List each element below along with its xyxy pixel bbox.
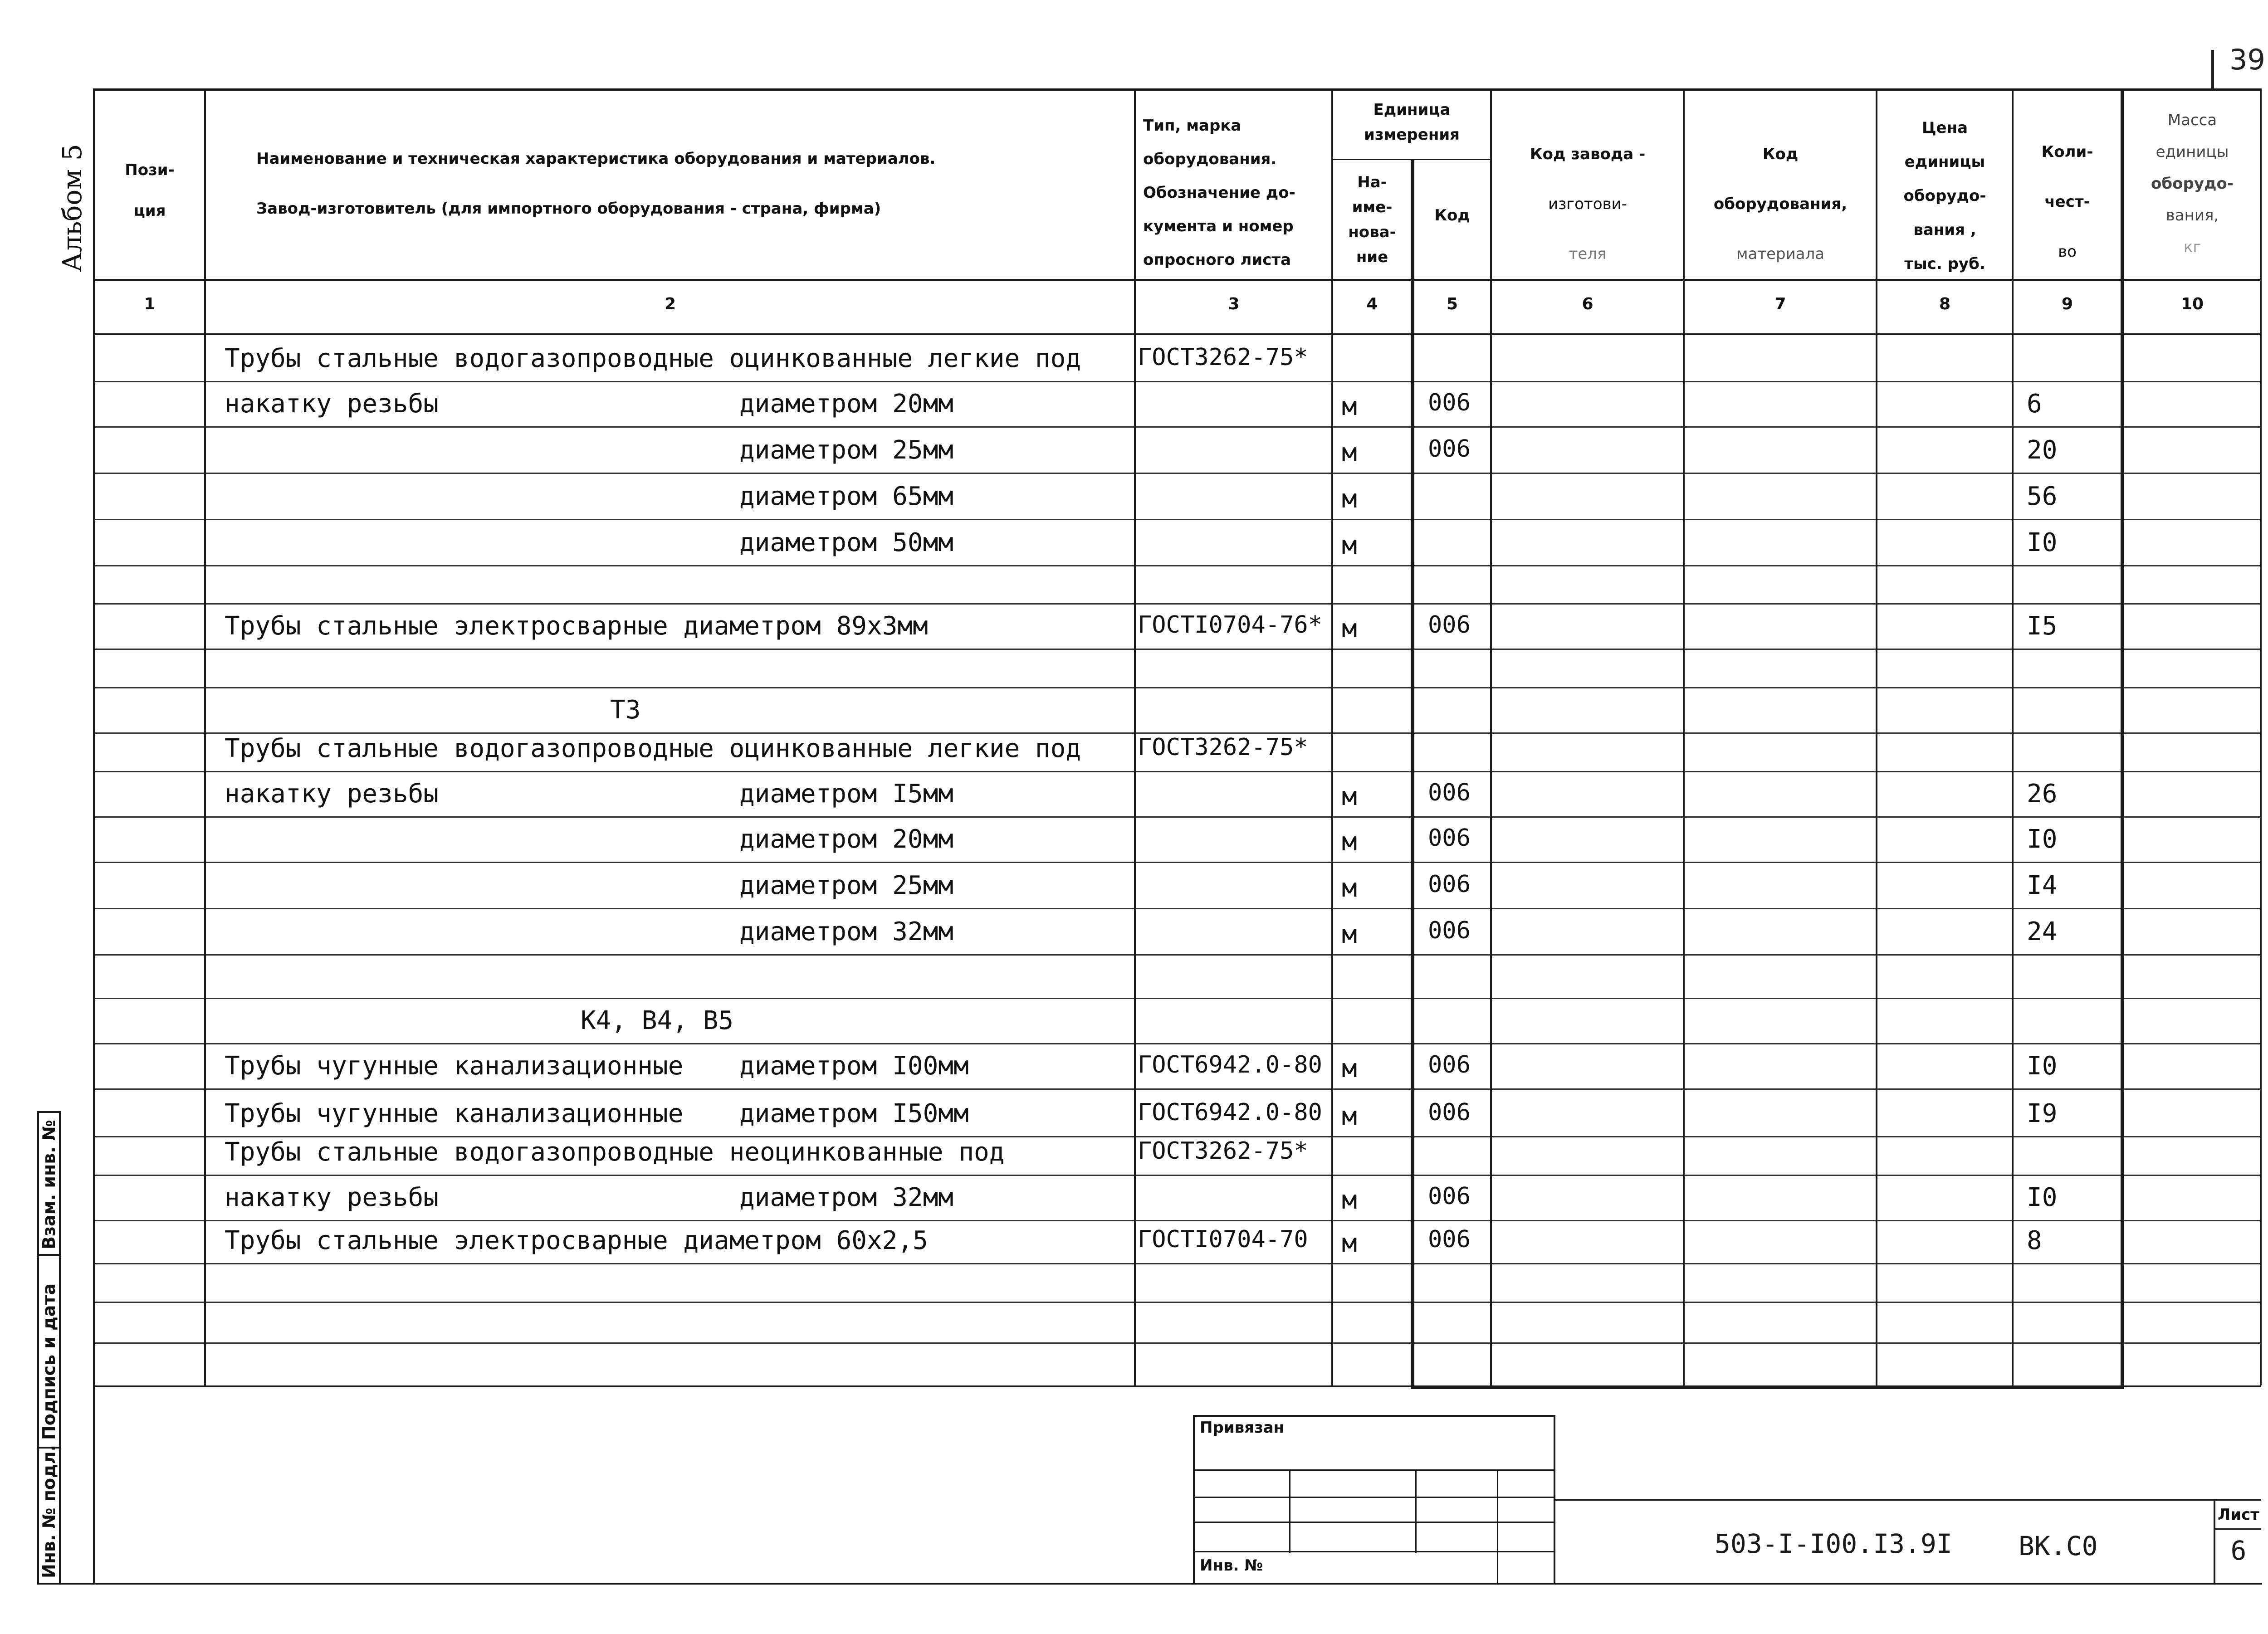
row-size: диаметром I00мм — [739, 1051, 969, 1081]
row-document: ГОСТ3262-75* — [1138, 1137, 1308, 1165]
header-name: Наименование и техническая характеристика оборудования и материалов. Завод-изготовитель (для импортного оборудования - страна, фирма) — [256, 150, 936, 218]
row-size: диаметром 20мм — [739, 389, 954, 419]
row-size: диаметром 65мм — [739, 482, 954, 511]
row-size: диаметром 50мм — [739, 528, 954, 557]
row-unit: м — [1342, 531, 1357, 560]
col-number: 5 — [1446, 295, 1458, 313]
section-heading: К4, В4, В5 — [581, 1006, 734, 1035]
header-price: Цена единицы оборудо- вания , тыс. руб. — [1903, 119, 1986, 273]
section-heading: Т3 — [610, 695, 641, 725]
row-code: 006 — [1428, 611, 1471, 639]
header-equipment-code: Код оборудования, материала — [1713, 145, 1848, 263]
row-quantity: I0 — [2027, 1051, 2058, 1081]
row-code: 006 — [1428, 435, 1471, 463]
row-quantity: 6 — [2027, 389, 2042, 419]
col-number: 8 — [1939, 295, 1951, 313]
row-quantity: I5 — [2027, 611, 2058, 641]
row-quantity: I4 — [2027, 871, 2058, 900]
row-code: 006 — [1428, 1099, 1471, 1126]
header-mass: Масса единицы оборудо- вания, кг — [2151, 111, 2234, 256]
row-document: ГОСТ6942.0-80 — [1138, 1051, 1322, 1078]
row-code: 006 — [1428, 1183, 1471, 1210]
header-factory-code: Код завода - изготови- теля — [1530, 145, 1646, 263]
row-unit: м — [1342, 920, 1357, 949]
inv-no-label: Инв. № — [1200, 1556, 1263, 1575]
row-unit: м — [1342, 1229, 1357, 1258]
row-unit: м — [1342, 782, 1357, 811]
row-size: диаметром I50мм — [739, 1099, 969, 1128]
row-name: накатку резьбы — [225, 389, 439, 419]
row-quantity: I0 — [2027, 824, 2058, 854]
header-quantity: Коли- чест- во — [2041, 143, 2093, 261]
row-code: 006 — [1428, 824, 1471, 852]
row-quantity: 20 — [2027, 435, 2058, 465]
row-size: диаметром 32мм — [739, 1183, 954, 1212]
page-number: 39 — [2229, 43, 2265, 76]
vzam-inv-label: Взам. инв. № — [39, 1120, 59, 1249]
row-document: ГОСТ3262-75* — [1138, 734, 1308, 761]
row-unit: м — [1342, 438, 1357, 468]
row-size: диаметром 32мм — [739, 917, 954, 946]
row-unit: м — [1342, 827, 1357, 857]
row-name: Трубы стальные электросварные диаметром 89х3мм — [225, 611, 928, 641]
row-quantity: I0 — [2027, 528, 2058, 557]
row-document: ГОСТ3262-75* — [1138, 344, 1308, 371]
inv-original-label: Инв. № подл. — [39, 1444, 59, 1578]
row-name: Трубы стальные электросварные диаметром 60х2,5 — [225, 1226, 928, 1255]
col-number: 4 — [1366, 295, 1378, 313]
row-code: 006 — [1428, 779, 1471, 806]
document-mark: ВК.С0 — [2019, 1531, 2098, 1561]
row-size: диаметром I5мм — [739, 779, 954, 809]
header-unit: Единица измерения — [1364, 101, 1460, 144]
header-unit-name: На- име- нова- ние — [1348, 173, 1396, 266]
row-name: Трубы стальные водогазопроводные оцинкованные легкие под — [225, 344, 1081, 373]
col-number: 2 — [664, 295, 676, 313]
row-unit: м — [1342, 873, 1357, 903]
row-quantity: 56 — [2027, 482, 2058, 511]
row-name: Трубы чугунные канализационные — [225, 1051, 684, 1081]
row-document: ГОСТI0704-76* — [1138, 611, 1322, 639]
col-number: 9 — [2061, 295, 2073, 313]
row-unit: м — [1342, 1054, 1357, 1083]
row-code: 006 — [1428, 917, 1471, 944]
col-number: 7 — [1774, 295, 1786, 313]
album-label: Альбом 5 — [57, 144, 88, 272]
row-code: 006 — [1428, 1051, 1471, 1078]
row-name: Трубы чугунные канализационные — [225, 1099, 684, 1128]
row-name: накатку резьбы — [225, 779, 439, 809]
row-quantity: 8 — [2027, 1226, 2042, 1255]
col-number: 6 — [1582, 295, 1593, 313]
row-size: диаметром 20мм — [739, 824, 954, 854]
row-name: Трубы стальные водогазопроводные неоцинкованные под — [225, 1137, 1005, 1167]
row-unit: м — [1342, 1102, 1357, 1131]
document-code: 503-I-I00.I3.9I — [1715, 1528, 1952, 1559]
col-number: 3 — [1228, 295, 1240, 313]
row-quantity: 24 — [2027, 917, 2058, 946]
sheet-number: 6 — [2230, 1535, 2247, 1566]
row-quantity: I0 — [2027, 1183, 2058, 1212]
row-unit: м — [1342, 484, 1357, 514]
row-name: накатку резьбы — [225, 1183, 439, 1212]
header-type: Тип, марка оборудования. Обозначение до- кумента и номер опросного листа — [1143, 117, 1295, 269]
row-unit: м — [1342, 392, 1357, 421]
row-document: ГОСТ6942.0-80 — [1138, 1099, 1322, 1126]
row-quantity: 26 — [2027, 779, 2058, 809]
row-code: 006 — [1428, 389, 1471, 416]
row-unit: м — [1342, 1185, 1357, 1215]
page-number-tick — [2211, 50, 2214, 88]
row-code: 006 — [1428, 871, 1471, 898]
row-unit: м — [1342, 614, 1357, 644]
row-size: диаметром 25мм — [739, 435, 954, 465]
privyazan-label: Привязан — [1200, 1419, 1285, 1437]
col-number: 1 — [144, 295, 156, 313]
row-code: 006 — [1428, 1226, 1471, 1253]
header-position: Пози- ция — [125, 161, 175, 220]
row-document: ГОСТI0704-70 — [1138, 1226, 1308, 1253]
row-size: диаметром 25мм — [739, 871, 954, 900]
col-number: 10 — [2180, 295, 2204, 313]
signature-date-label: Подпись и дата — [39, 1283, 59, 1440]
sheet-label: Лист — [2218, 1506, 2259, 1524]
header-unit-code: Код — [1434, 206, 1470, 224]
row-quantity: I9 — [2027, 1099, 2058, 1128]
row-name: Трубы стальные водогазопроводные оцинкованные легкие под — [225, 734, 1081, 763]
